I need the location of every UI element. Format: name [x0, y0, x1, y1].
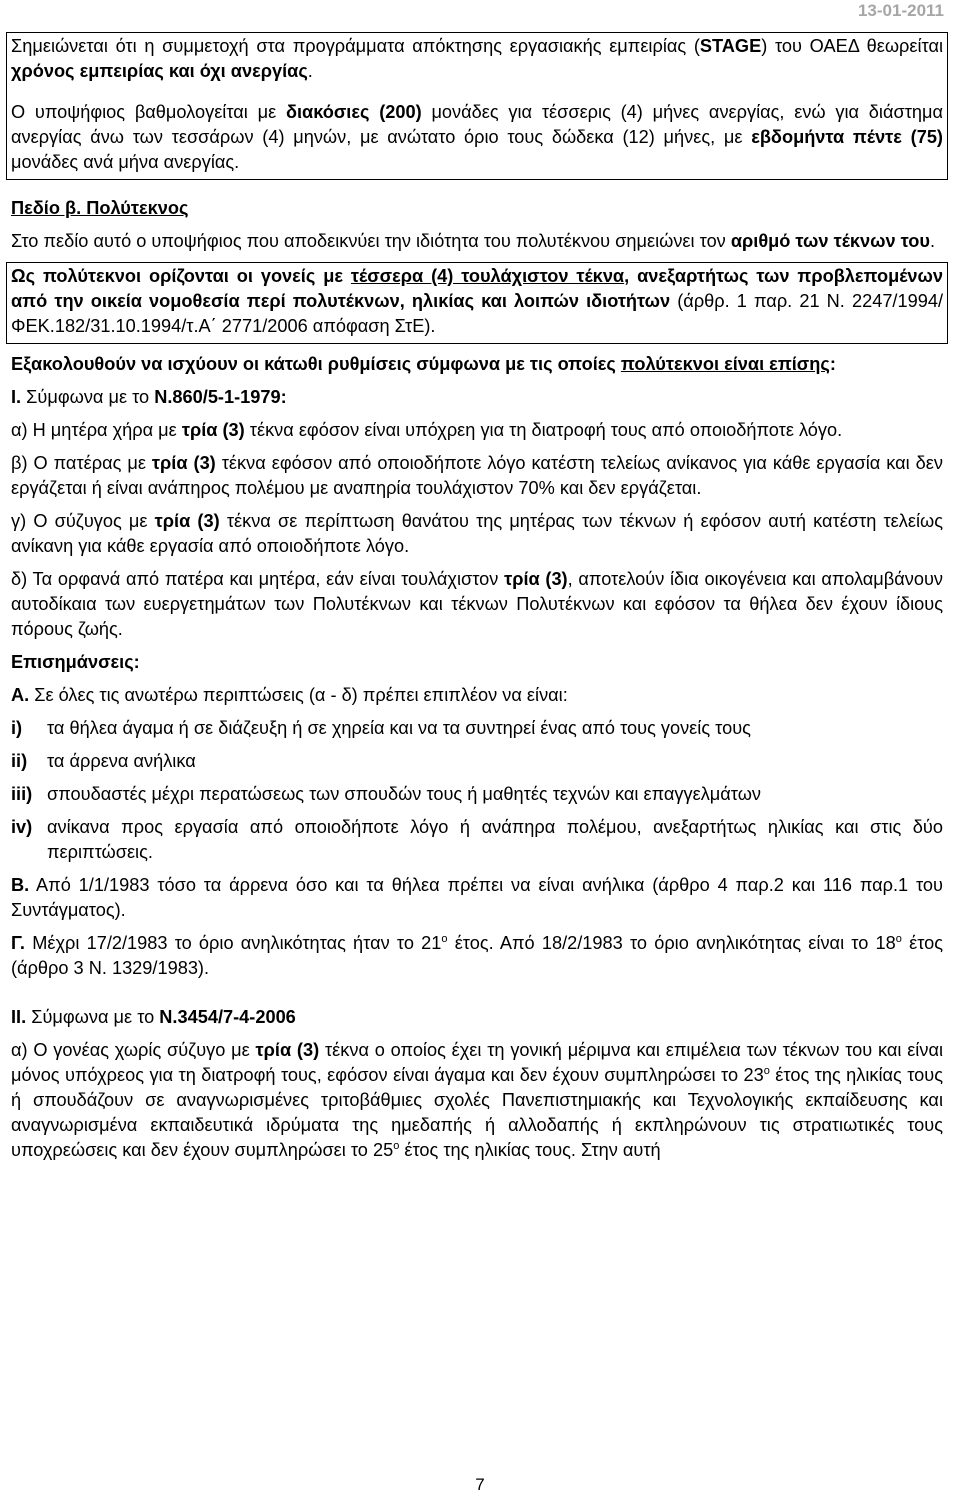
unemployment-scoring: Ο υποψήφιος βαθμολογείται με διακόσιες (200) μονάδες για τέσσερις (4) μήνες ανεργίας, ενώ για διάστημα ανεργίας άνω των τεσσάρων (4) μηνών, με ανώτατο όριο τους δώδεκα (12) μήνες, με εβδομήντα πέντε (75) μονάδες ανά μήνα ανεργίας. — [11, 102, 944, 172]
note-item: ii) τα άρρενα ανήλικα — [11, 751, 196, 771]
law1-case-b: β) Ο πατέρας με τρία (3) τέκνα εφόσον από οποιοδήποτε λόγο κατέστη τελείως ανίκανος για κάθε εργασία και δεν εργάζεται ή είναι ανάπηρος πολέμου με αναπηρία τουλάχιστον 70% και δεν εργάζεται. — [11, 453, 943, 498]
continue-rules: Εξακολουθούν να ισχύουν οι κάτωθι ρυθμίσεις σύμφωνα με τις οποίες πολύτεκνοι είναι επίσης: — [11, 354, 836, 374]
section-b-intro: Στο πεδίο αυτό ο υποψήφιος που αποδεικνύει την ιδιότητα του πολυτέκνου σημειώνει τον αριθμό των τέκνων του. — [11, 231, 936, 251]
note-b: Β. Από 1/1/1983 τόσο τα άρρενα όσο και τα θήλεα πρέπει να είναι ανήλικα (άρθρο 4 παρ.2 και 116 παρ.1 του Συντάγματος). — [11, 875, 943, 920]
stage-note: Σημειώνεται ότι η συμμετοχή στα προγράμματα απόκτησης εργασιακής εμπειρίας (STAGE) του ΟΑΕΔ θεωρείται χρόνος εμπειρίας και όχι ανεργίας. — [11, 36, 943, 81]
note-box-unemployment — [6, 32, 948, 180]
law1-heading: Ι. Σύμφωνα με το Ν.860/5-1-1979: — [11, 387, 287, 407]
page-number: 7 — [475, 1475, 485, 1494]
law2-heading: ΙΙ. Σύμφωνα με το Ν.3454/7-4-2006 — [11, 1007, 296, 1027]
law1-case-d: δ) Τα ορφανά από πατέρα και μητέρα, εάν είναι τουλάχιστον τρία (3), αποτελούν ίδια οικογένεια και απολαμβάνουν αυτοδίκαια των ευεργετημάτων των Πολυτέκνων και τέκνων Πολυτέκνων και εφόσον τα θήλεα δεν έχουν ίδιους πόρους ζωής. — [11, 569, 944, 639]
law1-case-a: α) Η μητέρα χήρα με τρία (3) τέκνα εφόσον είναι υπόχρεη για τη διατροφή τους από οποιοδήποτε λόγο. — [11, 420, 843, 440]
law1-case-c: γ) Ο σύζυγος με τρία (3) τέκνα σε περίπτωση θανάτου της μητέρας των τέκνων ή εφόσον αυτή κατέστη τελείως ανίκανη για κάθε εργασία από οποιοδήποτε λόγο. — [11, 511, 943, 556]
large-family-definition: Ως πολύτεκνοι ορίζονται οι γονείς με τέσσερα (4) τουλάχιστον τέκνα, ανεξαρτήτως των προβλεπομένων από την οικεία νομοθεσία περί πολυτέκνων, ηλικίας και λοιπών ιδιοτήτων (άρθρ. 1 παρ. 21 Ν. 2247/1994/ΦΕΚ.182/31.10.1994/τ.Α΄ 2771/2006 απόφαση ΣτΕ). — [11, 266, 943, 336]
note-item: i) τα θήλεα άγαμα ή σε διάζευξη ή σε χηρεία και να τα συντηρεί ένας από τους γονείς τους — [11, 718, 751, 738]
notes-title: Επισημάνσεις: — [11, 652, 140, 672]
note-a: Α. Σε όλες τις ανωτέρω περιπτώσεις (α - δ) πρέπει επιπλέον να είναι: — [11, 685, 568, 705]
law2-case-a: α) Ο γονέας χωρίς σύζυγο με τρία (3) τέκνα ο οποίος έχει τη γονική μέριμνα και επιμέλεια των τέκνων του και είναι μόνος υπόχρεος για τη διατροφή τους, εφόσον είναι άγαμα και δεν έχουν συμπληρώσει το $23^o$ έτος της ηλικίας τους ή σπουδάζουν σε αναγνωρισμένες τριτοβάθμιες σχολές Πανεπιστημιακής και Τεχνολογικής εκπαίδευσης και αναγνωρισμένα εκπαιδευτικά ιδρύματα της ημεδαπής ή αλλοδαπής ή εκπληρώνουν τις στρατιωτικές τους υποχρεώσεις και δεν έχουν συμπληρώσει το $25^o$ έτος της ηλικίας τους. Στην αυτή — [11, 1040, 944, 1160]
document-body — [11, 32, 943, 1163]
note-item: iii) σπουδαστές μέχρι περατώσεως των σπουδών τους ή μαθητές τεχνών και επαγγελμάτων — [11, 784, 762, 804]
section-b-title: Πεδίο β. Πολύτεκνος — [11, 198, 189, 218]
document-date: 13-01-2011 — [857, 1, 944, 20]
note-c: Γ. Μέχρι 17/2/1983 το όριο ανηλικότητας ήταν το $21^o$ έτος. Από 18/2/1983 το όριο ανηλικότητας είναι το $18^o$ έτος (άρθρο 3 Ν. 1329/1983). — [11, 933, 944, 978]
note-item: iv) ανίκανα προς εργασία από οποιοδήποτε λόγο ή ανάπηρα πολέμου, ανεξαρτήτως ηλικίας και στις δύο περιπτώσεις. — [11, 817, 943, 862]
note-box-large-family — [6, 262, 948, 344]
